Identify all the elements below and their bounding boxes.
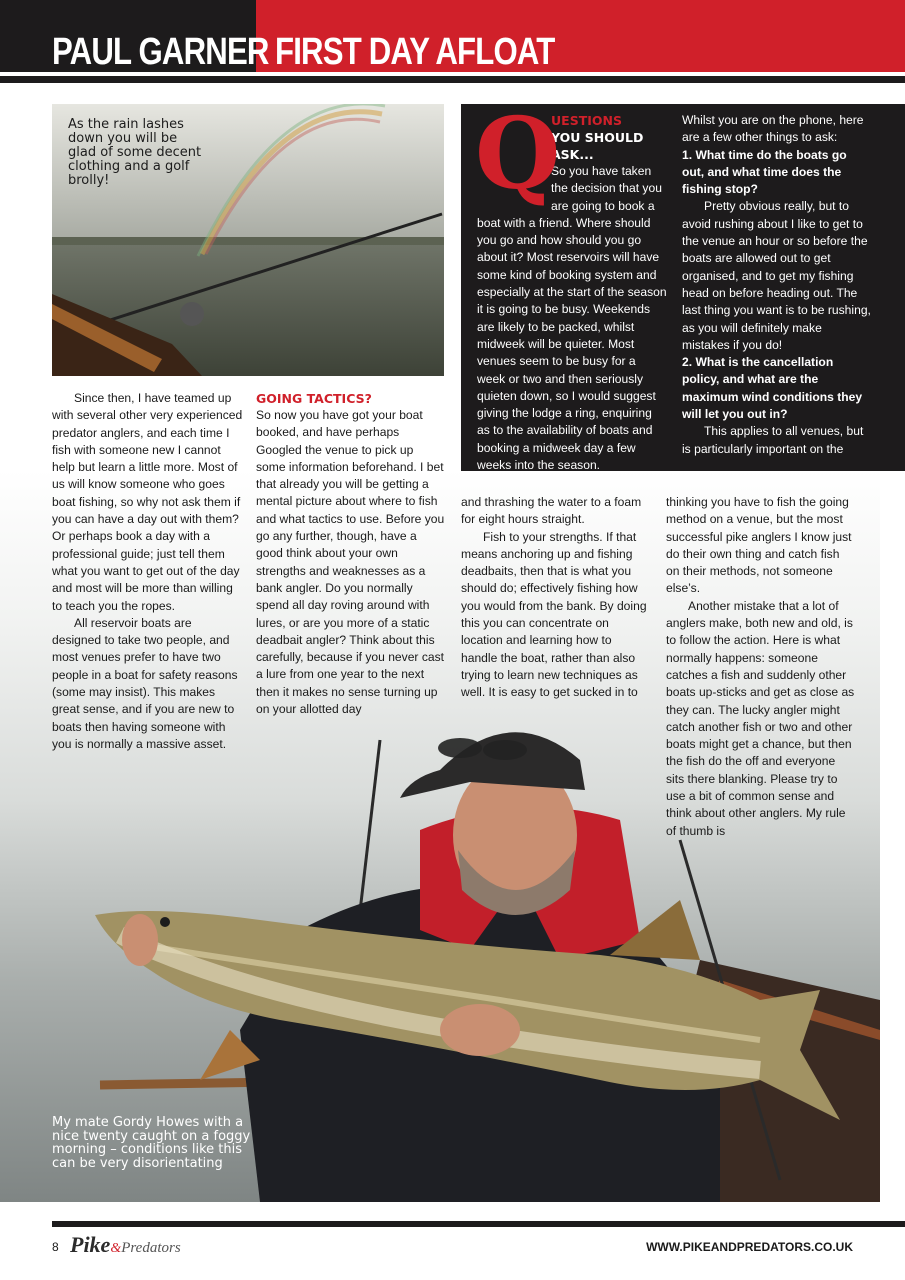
questions-sidebar-box (461, 97, 905, 473)
article-title: FIRST DAY AFLOAT (275, 31, 555, 73)
question-2: 2. What is the cancellation policy, and what are the maximum wind conditions they will let you out in? (682, 355, 863, 422)
col2-paragraph-1: So now you have got your boat booked, and have perhaps Googled the venue to pick up some information beforehand. I bet that already you will be getting a mental picture about where to fish and what tactics to use. Before you go any further, though, have a good think about your own strengths and weaknesses as a bank angler. Do you normally spend all day roving around with lures, or are you more of a static deadbait angler? Think about this carefully, because if you never cast a lure from one year to the next then it makes no sense turning up on your allotted day (256, 408, 445, 717)
questions-heading-white: YOU SHOULD ASK... (551, 130, 644, 162)
col1-paragraph-1: Since then, I have teamed up with several other very experienced predator anglers, and each time I fish with someone new I cannot help but learn a little more. Most of us will know someone who goes boat fishing, so why not ask them if you can have a day out with them? Or perhaps book a day with a professional guide; just tell them what you want to get out of the day and most will be more than willing to teach you the ropes. (52, 391, 243, 613)
rain-photo (52, 104, 444, 376)
logo-main-text: Pike (70, 1232, 111, 1257)
logo-ampersand: & (110, 1241, 122, 1256)
questions-paragraph-2: Whilst you are on the phone, here are a few other things to ask: (682, 113, 864, 145)
answer-2: This applies to all venues, but is particularly important on the (682, 424, 864, 456)
answer-1: Pretty obvious really, but to avoid rushing about I like to get to the venue an hour or so before the boats are allowed out to get organised, and to get my fishing head on before heading out. The last thing you want is to be rushing, as you will definitely make mistakes if you do! (682, 199, 871, 352)
column-2 (256, 390, 446, 718)
question-1: 1. What time do the boats go out, and what time does the fishing stop? (682, 147, 847, 197)
column-3 (461, 494, 651, 702)
col4-paragraph-1: thinking you have to fish the going method on a venue, but the most successful pike anglers I know just do their own thing and catch fish on their methods, not someone else’s. (666, 495, 852, 596)
author-name: PAUL GARNER (52, 31, 269, 73)
website-url[interactable]: WWW.PIKEANDPREDATORS.CO.UK (646, 1240, 853, 1254)
questions-column-b (682, 112, 872, 458)
column-4 (666, 494, 856, 840)
drop-cap (475, 97, 561, 212)
questions-paragraph-1: So you have taken the decision that you are going to book a boat with a friend. Where should you go and how should you go about it? Most reservoirs will have some kind of booking system and especially at the start of the season it is going to be busy. Weekends are likely to be packed, whilst midweek will be quieter. Most venues seem to be busy for a week or two and then seriously quieten down, so I would suggest giving the lodge a ring, enquiring as to the availability of boats and booking a midweek day a few weeks into the season. (477, 164, 667, 473)
drop-cap-letter: Q (475, 97, 561, 212)
col4-paragraph-2: Another mistake that a lot of anglers make, both new and old, is to follow the action. Here is what normally happens: someone catches a fish and suddenly other boats up-sticks and get as close as they can. The lucky angler might catch another fish or two and other boats might get a chance, but then the fish do the off and everyone sits there blanking. Please try to use a bit of common sense and think about other anglers. My rule of thumb is (666, 598, 855, 838)
questions-column-a (475, 97, 667, 474)
col3-paragraph-1: and thrashing the water to a foam for eight hours straight. (461, 495, 642, 527)
header-stripe-dark (0, 76, 905, 83)
column-1 (52, 390, 244, 753)
logo-sub-text: Predators (121, 1240, 181, 1256)
page-number: 8 (52, 1240, 59, 1254)
pike-photo-caption: My mate Gordy Howes with a nice twenty caught on a foggy morning – conditions like this can be very disorientating (52, 1115, 251, 1171)
questions-heading-red: UESTIONS (551, 113, 622, 128)
footer-bar (52, 1221, 905, 1227)
rain-photo-caption: As the rain lashes down you will be glad of some decent clothing and a golf brolly! (68, 117, 202, 188)
col1-paragraph-2: All reservoir boats are designed to take two people, and most venues prefer to have two people in a boat for safety reasons (some may insist). This makes great sense, and if you are new to boats then having someone with you is normally a massive asset. (52, 615, 238, 751)
going-tactics-heading: GOING TACTICS? (256, 391, 372, 406)
magazine-logo (70, 1232, 181, 1258)
col3-paragraph-2: Fish to your strengths. If that means anchoring up and fishing deadbaits, then that is what you should do; effectively fishing how you would from the bank. By doing this you can concentrate on location and learning how to handle the boat, rather than also trying to learn new techniques as well. It is easy to get sucked in to (461, 529, 647, 700)
